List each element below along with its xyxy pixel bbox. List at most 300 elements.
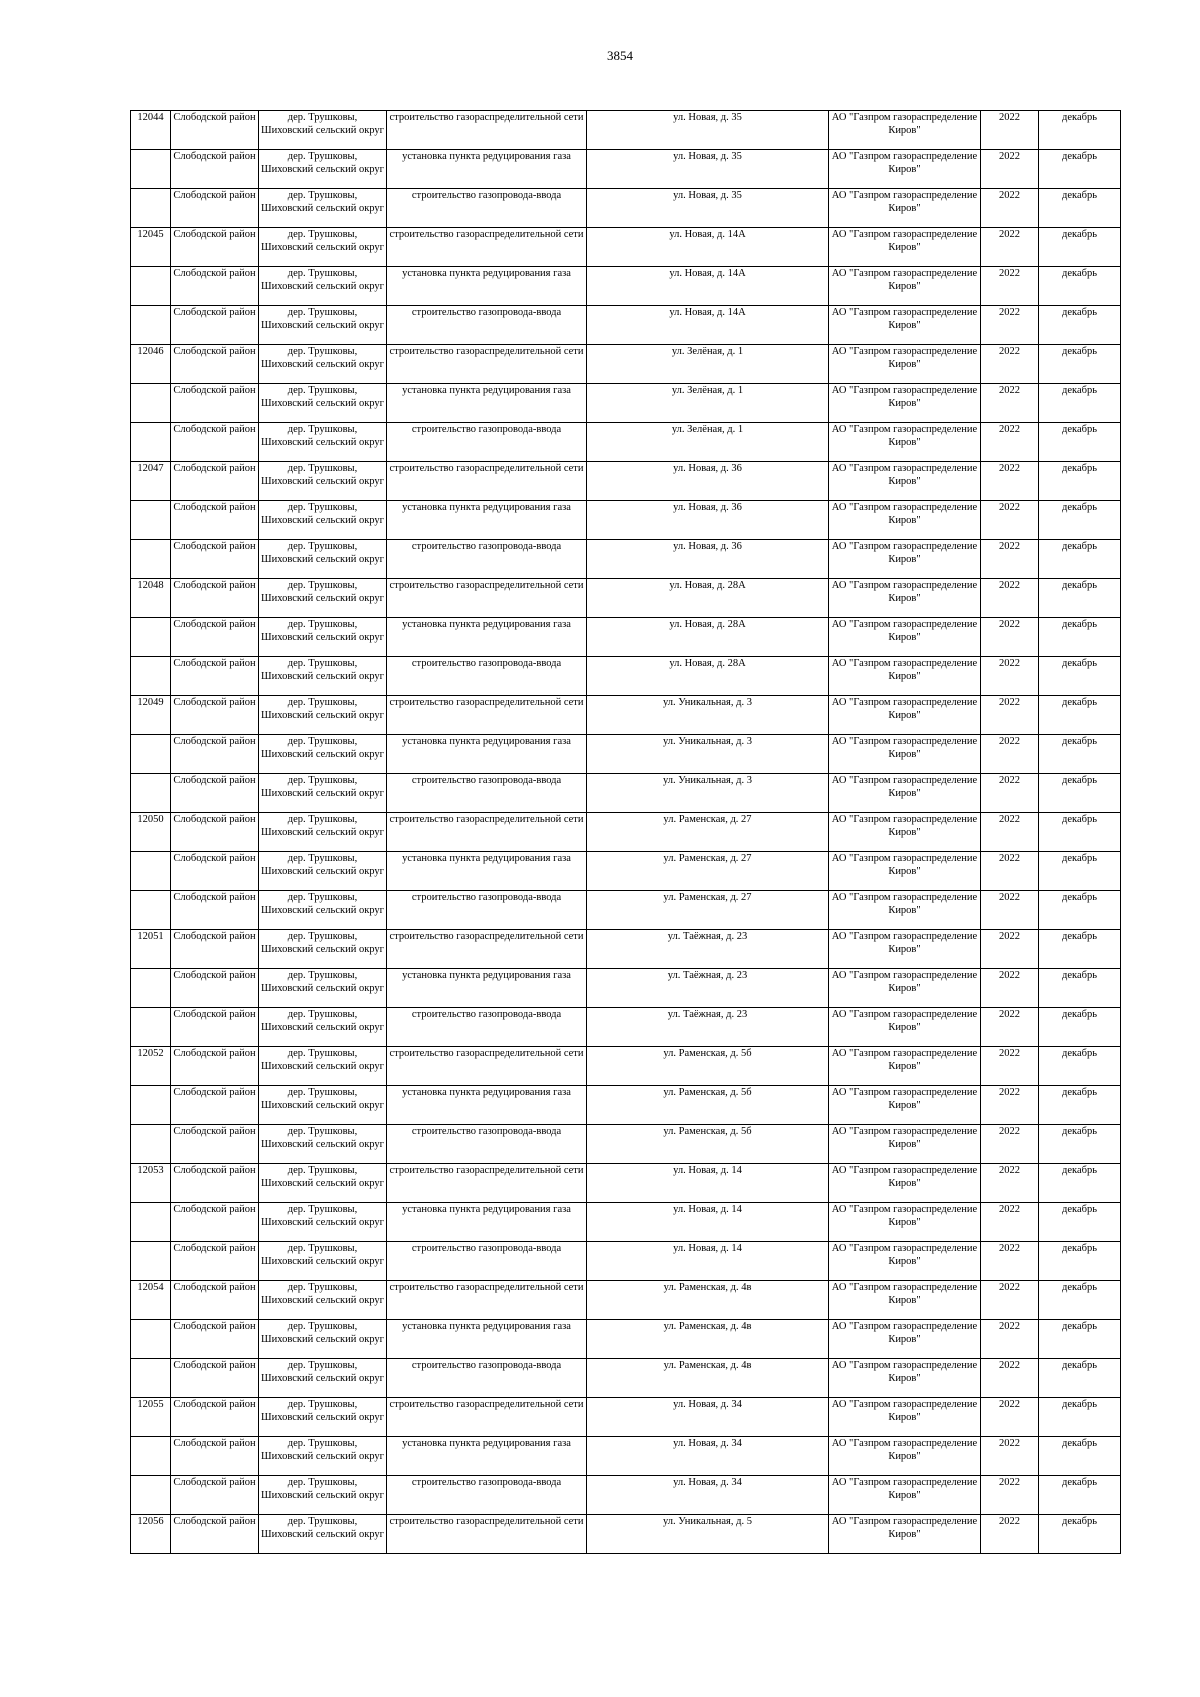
locality-cell-text: дер. Трушковы, Шиховский сельский округ [261,1126,384,1150]
district-cell [171,1008,259,1047]
locality-cell-text: дер. Трушковы, Шиховский сельский округ [261,1282,384,1306]
operator-cell [829,969,981,1008]
operator-cell-text: АО "Газпром газораспределение Киров" [831,1477,978,1501]
work-type-cell-text: установка пункта редуцирования газа [402,853,571,864]
month-cell [1039,813,1121,852]
address-cell [587,150,829,189]
locality-cell [259,150,387,189]
row-number [131,462,171,501]
operator-cell [829,1320,981,1359]
address-cell-text: ул. Раменская, д. 27 [663,853,752,864]
locality-cell-text: дер. Трушковы, Шиховский сельский округ [261,1165,384,1189]
locality-cell [259,501,387,540]
district-cell-text: Слободской район [173,1399,256,1410]
month-cell-text: декабрь [1062,658,1097,669]
address-cell [587,1281,829,1320]
locality-cell [259,813,387,852]
table-row [131,618,1121,657]
table-row [131,1203,1121,1242]
month-cell-text: декабрь [1062,268,1097,279]
work-type-cell [387,657,587,696]
table-row [131,540,1121,579]
row-number-text [133,1203,168,1241]
table-row [131,1008,1121,1047]
work-type-cell [387,1281,587,1320]
work-type-cell [387,540,587,579]
page-number: 3854 [607,48,633,63]
locality-cell-text: дер. Трушковы, Шиховский сельский округ [261,1360,384,1384]
year-cell-text: 2022 [999,775,1020,786]
year-cell-text: 2022 [999,112,1020,123]
year-cell [981,1164,1039,1203]
operator-cell [829,1398,981,1437]
operator-cell [829,462,981,501]
address-cell-text: ул. Новая, д. 34 [673,1399,742,1410]
year-cell-text: 2022 [999,1009,1020,1020]
table-row [131,1281,1121,1320]
operator-cell-text: АО "Газпром газораспределение Киров" [831,1204,978,1228]
month-cell-text: декабрь [1062,1165,1097,1176]
locality-cell-text: дер. Трушковы, Шиховский сельский округ [261,229,384,253]
row-number [131,228,171,267]
table-row [131,1476,1121,1515]
month-cell [1039,189,1121,228]
table-row [131,969,1121,1008]
operator-cell-text: АО "Газпром газораспределение Киров" [831,385,978,409]
locality-cell [259,657,387,696]
row-number [131,1476,171,1515]
work-type-cell [387,1476,587,1515]
operator-cell-text: АО "Газпром газораспределение Киров" [831,1360,978,1384]
district-cell [171,345,259,384]
row-number-text [133,1242,168,1280]
address-cell-text: ул. Уникальная, д. 5 [663,1516,752,1527]
row-number [131,306,171,345]
table-row [131,1398,1121,1437]
locality-cell-text: дер. Трушковы, Шиховский сельский округ [261,892,384,916]
row-number-text [133,540,168,578]
year-cell [981,1203,1039,1242]
table-row [131,267,1121,306]
year-cell [981,1398,1039,1437]
work-type-cell-text: строительство газопровода-ввода [411,190,562,201]
address-cell-text: ул. Зелёная, д. 1 [671,385,744,396]
table-row [131,306,1121,345]
locality-cell-text: дер. Трушковы, Шиховский сельский округ [261,190,384,214]
month-cell-text: декабрь [1062,424,1097,435]
row-number [131,1125,171,1164]
month-cell [1039,891,1121,930]
work-type-cell [387,345,587,384]
year-cell [981,657,1039,696]
operator-cell-text: АО "Газпром газораспределение Киров" [831,892,978,916]
district-cell [171,189,259,228]
locality-cell [259,618,387,657]
work-type-cell-text: установка пункта редуцирования газа [402,268,571,279]
year-cell-text: 2022 [999,580,1020,591]
operator-cell [829,891,981,930]
operator-cell [829,384,981,423]
year-cell-text: 2022 [999,424,1020,435]
address-cell-text: ул. Новая, д. 14 [673,1243,742,1254]
row-number-text [133,150,168,188]
month-cell [1039,657,1121,696]
locality-cell [259,111,387,150]
year-cell [981,774,1039,813]
table-row [131,462,1121,501]
month-cell [1039,696,1121,735]
month-cell-text: декабрь [1062,853,1097,864]
row-number-text [133,735,168,773]
month-cell [1039,774,1121,813]
work-type-cell [387,306,587,345]
district-cell-text: Слободской район [173,697,256,708]
operator-cell [829,930,981,969]
operator-cell [829,813,981,852]
row-number [131,1008,171,1047]
month-cell-text: декабрь [1062,502,1097,513]
address-cell [587,228,829,267]
operator-cell-text: АО "Газпром газораспределение Киров" [831,931,978,955]
work-type-cell-text: установка пункта редуцирования газа [402,970,571,981]
row-number [131,384,171,423]
work-type-cell-text: строительство газопровода-ввода [411,1360,562,1371]
district-cell [171,891,259,930]
district-cell [171,384,259,423]
district-cell [171,696,259,735]
row-number [131,852,171,891]
month-cell-text: декабрь [1062,541,1097,552]
address-cell-text: ул. Новая, д. 35 [673,151,742,162]
year-cell-text: 2022 [999,970,1020,981]
year-cell [981,969,1039,1008]
district-cell [171,1164,259,1203]
row-number-text [133,1086,168,1124]
address-cell [587,189,829,228]
address-cell [587,345,829,384]
month-cell-text: декабрь [1062,970,1097,981]
operator-cell [829,1437,981,1476]
year-cell-text: 2022 [999,1438,1020,1449]
address-cell [587,1242,829,1281]
locality-cell-text: дер. Трушковы, Шиховский сельский округ [261,1204,384,1228]
work-type-cell [387,150,587,189]
row-number-text: 12055 [137,1399,164,1410]
address-cell-text: ул. Раменская, д. 5б [663,1048,752,1059]
operator-cell [829,1203,981,1242]
district-cell [171,150,259,189]
year-cell [981,384,1039,423]
district-cell [171,1086,259,1125]
operator-cell-text: АО "Газпром газораспределение Киров" [831,853,978,877]
district-cell-text: Слободской район [173,151,256,162]
locality-cell-text: дер. Трушковы, Шиховский сельский округ [261,736,384,760]
year-cell [981,345,1039,384]
year-cell [981,501,1039,540]
address-cell [587,1359,829,1398]
row-number-text [133,423,168,461]
month-cell-text: декабрь [1062,1282,1097,1293]
row-number [131,930,171,969]
year-cell-text: 2022 [999,697,1020,708]
month-cell-text: декабрь [1062,892,1097,903]
operator-cell-text: АО "Газпром газораспределение Киров" [831,1516,978,1540]
address-cell [587,1515,829,1554]
address-cell-text: ул. Новая, д. 34 [673,1438,742,1449]
address-cell-text: ул. Новая, д. 28А [669,580,746,591]
locality-cell-text: дер. Трушковы, Шиховский сельский округ [261,1399,384,1423]
district-cell-text: Слободской район [173,892,256,903]
district-cell-text: Слободской район [173,775,256,786]
year-cell-text: 2022 [999,1360,1020,1371]
district-cell-text: Слободской район [173,1087,256,1098]
address-cell-text: ул. Новая, д. 14 [673,1204,742,1215]
district-cell-text: Слободской район [173,268,256,279]
row-number [131,1047,171,1086]
district-cell [171,111,259,150]
work-type-cell-text: строительство газораспределительной сети [389,229,584,240]
operator-cell [829,657,981,696]
work-type-cell-text: строительство газораспределительной сети [389,580,584,591]
locality-cell [259,1203,387,1242]
locality-cell [259,345,387,384]
work-type-cell [387,969,587,1008]
row-number-text [133,969,168,1007]
address-cell [587,618,829,657]
locality-cell-text: дер. Трушковы, Шиховский сельский округ [261,853,384,877]
address-cell [587,111,829,150]
row-number-text: 12047 [137,463,164,474]
work-type-cell [387,1125,587,1164]
address-cell-text: ул. Уникальная, д. 3 [663,697,752,708]
month-cell [1039,345,1121,384]
work-type-cell [387,267,587,306]
month-cell-text: декабрь [1062,1399,1097,1410]
address-cell [587,579,829,618]
year-cell-text: 2022 [999,619,1020,630]
row-number [131,150,171,189]
district-cell [171,1047,259,1086]
year-cell-text: 2022 [999,1204,1020,1215]
operator-cell-text: АО "Газпром газораспределение Киров" [831,1438,978,1462]
row-number [131,657,171,696]
row-number [131,267,171,306]
row-number-text [133,267,168,305]
table-row [131,384,1121,423]
month-cell-text: декабрь [1062,814,1097,825]
year-cell [981,696,1039,735]
locality-cell [259,423,387,462]
row-number-text [133,501,168,539]
year-cell-text: 2022 [999,385,1020,396]
year-cell-text: 2022 [999,151,1020,162]
operator-cell-text: АО "Газпром газораспределение Киров" [831,619,978,643]
operator-cell-text: АО "Газпром газораспределение Киров" [831,463,978,487]
year-cell-text: 2022 [999,1399,1020,1410]
month-cell-text: декабрь [1062,1009,1097,1020]
work-type-cell-text: установка пункта редуцирования газа [402,1438,571,1449]
month-cell-text: декабрь [1062,619,1097,630]
table-row [131,657,1121,696]
month-cell-text: декабрь [1062,1087,1097,1098]
year-cell-text: 2022 [999,736,1020,747]
district-cell-text: Слободской район [173,112,256,123]
locality-cell-text: дер. Трушковы, Шиховский сельский округ [261,424,384,448]
district-cell-text: Слободской район [173,1282,256,1293]
district-cell [171,1242,259,1281]
month-cell-text: декабрь [1062,931,1097,942]
table-row [131,228,1121,267]
operator-cell [829,1008,981,1047]
address-cell [587,462,829,501]
month-cell [1039,1203,1121,1242]
locality-cell [259,228,387,267]
month-cell-text: декабрь [1062,1204,1097,1215]
year-cell-text: 2022 [999,1087,1020,1098]
month-cell [1039,150,1121,189]
month-cell-text: декабрь [1062,346,1097,357]
district-cell [171,501,259,540]
year-cell [981,1281,1039,1320]
row-number-text [133,774,168,812]
district-cell-text: Слободской район [173,1204,256,1215]
work-type-cell [387,423,587,462]
district-cell [171,735,259,774]
table-row [131,1164,1121,1203]
address-cell-text: ул. Уникальная, д. 3 [663,775,752,786]
locality-cell [259,306,387,345]
district-cell [171,657,259,696]
district-cell [171,1437,259,1476]
operator-cell [829,111,981,150]
year-cell [981,1515,1039,1554]
work-type-cell-text: строительство газораспределительной сети [389,1399,584,1410]
locality-cell-text: дер. Трушковы, Шиховский сельский округ [261,1438,384,1462]
district-cell [171,1203,259,1242]
row-number-text [133,1476,168,1514]
month-cell [1039,969,1121,1008]
month-cell [1039,267,1121,306]
operator-cell [829,267,981,306]
month-cell-text: декабрь [1062,1048,1097,1059]
address-cell [587,774,829,813]
address-cell [587,1437,829,1476]
year-cell [981,813,1039,852]
locality-cell [259,930,387,969]
address-cell [587,657,829,696]
locality-cell-text: дер. Трушковы, Шиховский сельский округ [261,658,384,682]
month-cell-text: декабрь [1062,1477,1097,1488]
table-row [131,1047,1121,1086]
work-type-cell-text: строительство газораспределительной сети [389,1165,584,1176]
address-cell-text: ул. Таёжная, д. 23 [667,931,748,942]
row-number-text [133,618,168,656]
locality-cell-text: дер. Трушковы, Шиховский сельский округ [261,775,384,799]
address-cell-text: ул. Таёжная, д. 23 [667,970,748,981]
operator-cell-text: АО "Газпром газораспределение Киров" [831,229,978,253]
district-cell [171,1125,259,1164]
locality-cell [259,1320,387,1359]
month-cell [1039,1476,1121,1515]
district-cell-text: Слободской район [173,931,256,942]
district-cell [171,618,259,657]
table-row [131,423,1121,462]
operator-cell [829,852,981,891]
district-cell [171,228,259,267]
month-cell [1039,1164,1121,1203]
work-type-cell-text: установка пункта редуцирования газа [402,1087,571,1098]
year-cell [981,1476,1039,1515]
work-type-cell [387,1086,587,1125]
locality-cell [259,1047,387,1086]
work-type-cell [387,618,587,657]
work-type-cell [387,1047,587,1086]
month-cell [1039,1398,1121,1437]
work-type-cell-text: строительство газораспределительной сети [389,463,584,474]
locality-cell [259,1437,387,1476]
year-cell [981,423,1039,462]
month-cell [1039,1086,1121,1125]
month-cell-text: декабрь [1062,1321,1097,1332]
work-type-cell [387,696,587,735]
district-cell-text: Слободской район [173,853,256,864]
operator-cell-text: АО "Газпром газораспределение Киров" [831,775,978,799]
row-number-text [133,1008,168,1046]
district-cell-text: Слободской район [173,346,256,357]
locality-cell-text: дер. Трушковы, Шиховский сельский округ [261,1321,384,1345]
work-type-cell-text: установка пункта редуцирования газа [402,502,571,513]
work-type-cell-text: строительство газораспределительной сети [389,931,584,942]
year-cell-text: 2022 [999,1321,1020,1332]
work-type-cell-text: строительство газораспределительной сети [389,1516,584,1527]
row-number-text: 12044 [137,112,164,123]
locality-cell [259,774,387,813]
work-type-cell-text: строительство газораспределительной сети [389,112,584,123]
year-cell [981,1047,1039,1086]
locality-cell-text: дер. Трушковы, Шиховский сельский округ [261,580,384,604]
address-cell-text: ул. Таёжная, д. 23 [667,1009,748,1020]
month-cell [1039,1281,1121,1320]
year-cell [981,189,1039,228]
district-cell-text: Слободской район [173,229,256,240]
operator-cell [829,501,981,540]
address-cell [587,1398,829,1437]
month-cell-text: декабрь [1062,463,1097,474]
row-number-text: 12050 [137,814,164,825]
row-number-text: 12048 [137,580,164,591]
address-cell-text: ул. Новая, д. 36 [673,502,742,513]
month-cell [1039,735,1121,774]
year-cell [981,1320,1039,1359]
district-cell-text: Слободской район [173,580,256,591]
operator-cell [829,1047,981,1086]
year-cell-text: 2022 [999,268,1020,279]
locality-cell [259,1125,387,1164]
table-row [131,1437,1121,1476]
operator-cell-text: АО "Газпром газораспределение Киров" [831,1243,978,1267]
work-type-cell [387,1008,587,1047]
address-cell [587,423,829,462]
address-cell [587,384,829,423]
operator-cell-text: АО "Газпром газораспределение Киров" [831,541,978,565]
operator-cell [829,1281,981,1320]
work-type-cell-text: строительство газопровода-ввода [411,307,562,318]
month-cell [1039,462,1121,501]
row-number [131,579,171,618]
locality-cell-text: дер. Трушковы, Шиховский сельский округ [261,1087,384,1111]
work-type-cell-text: строительство газораспределительной сети [389,1048,584,1059]
table-row [131,1086,1121,1125]
